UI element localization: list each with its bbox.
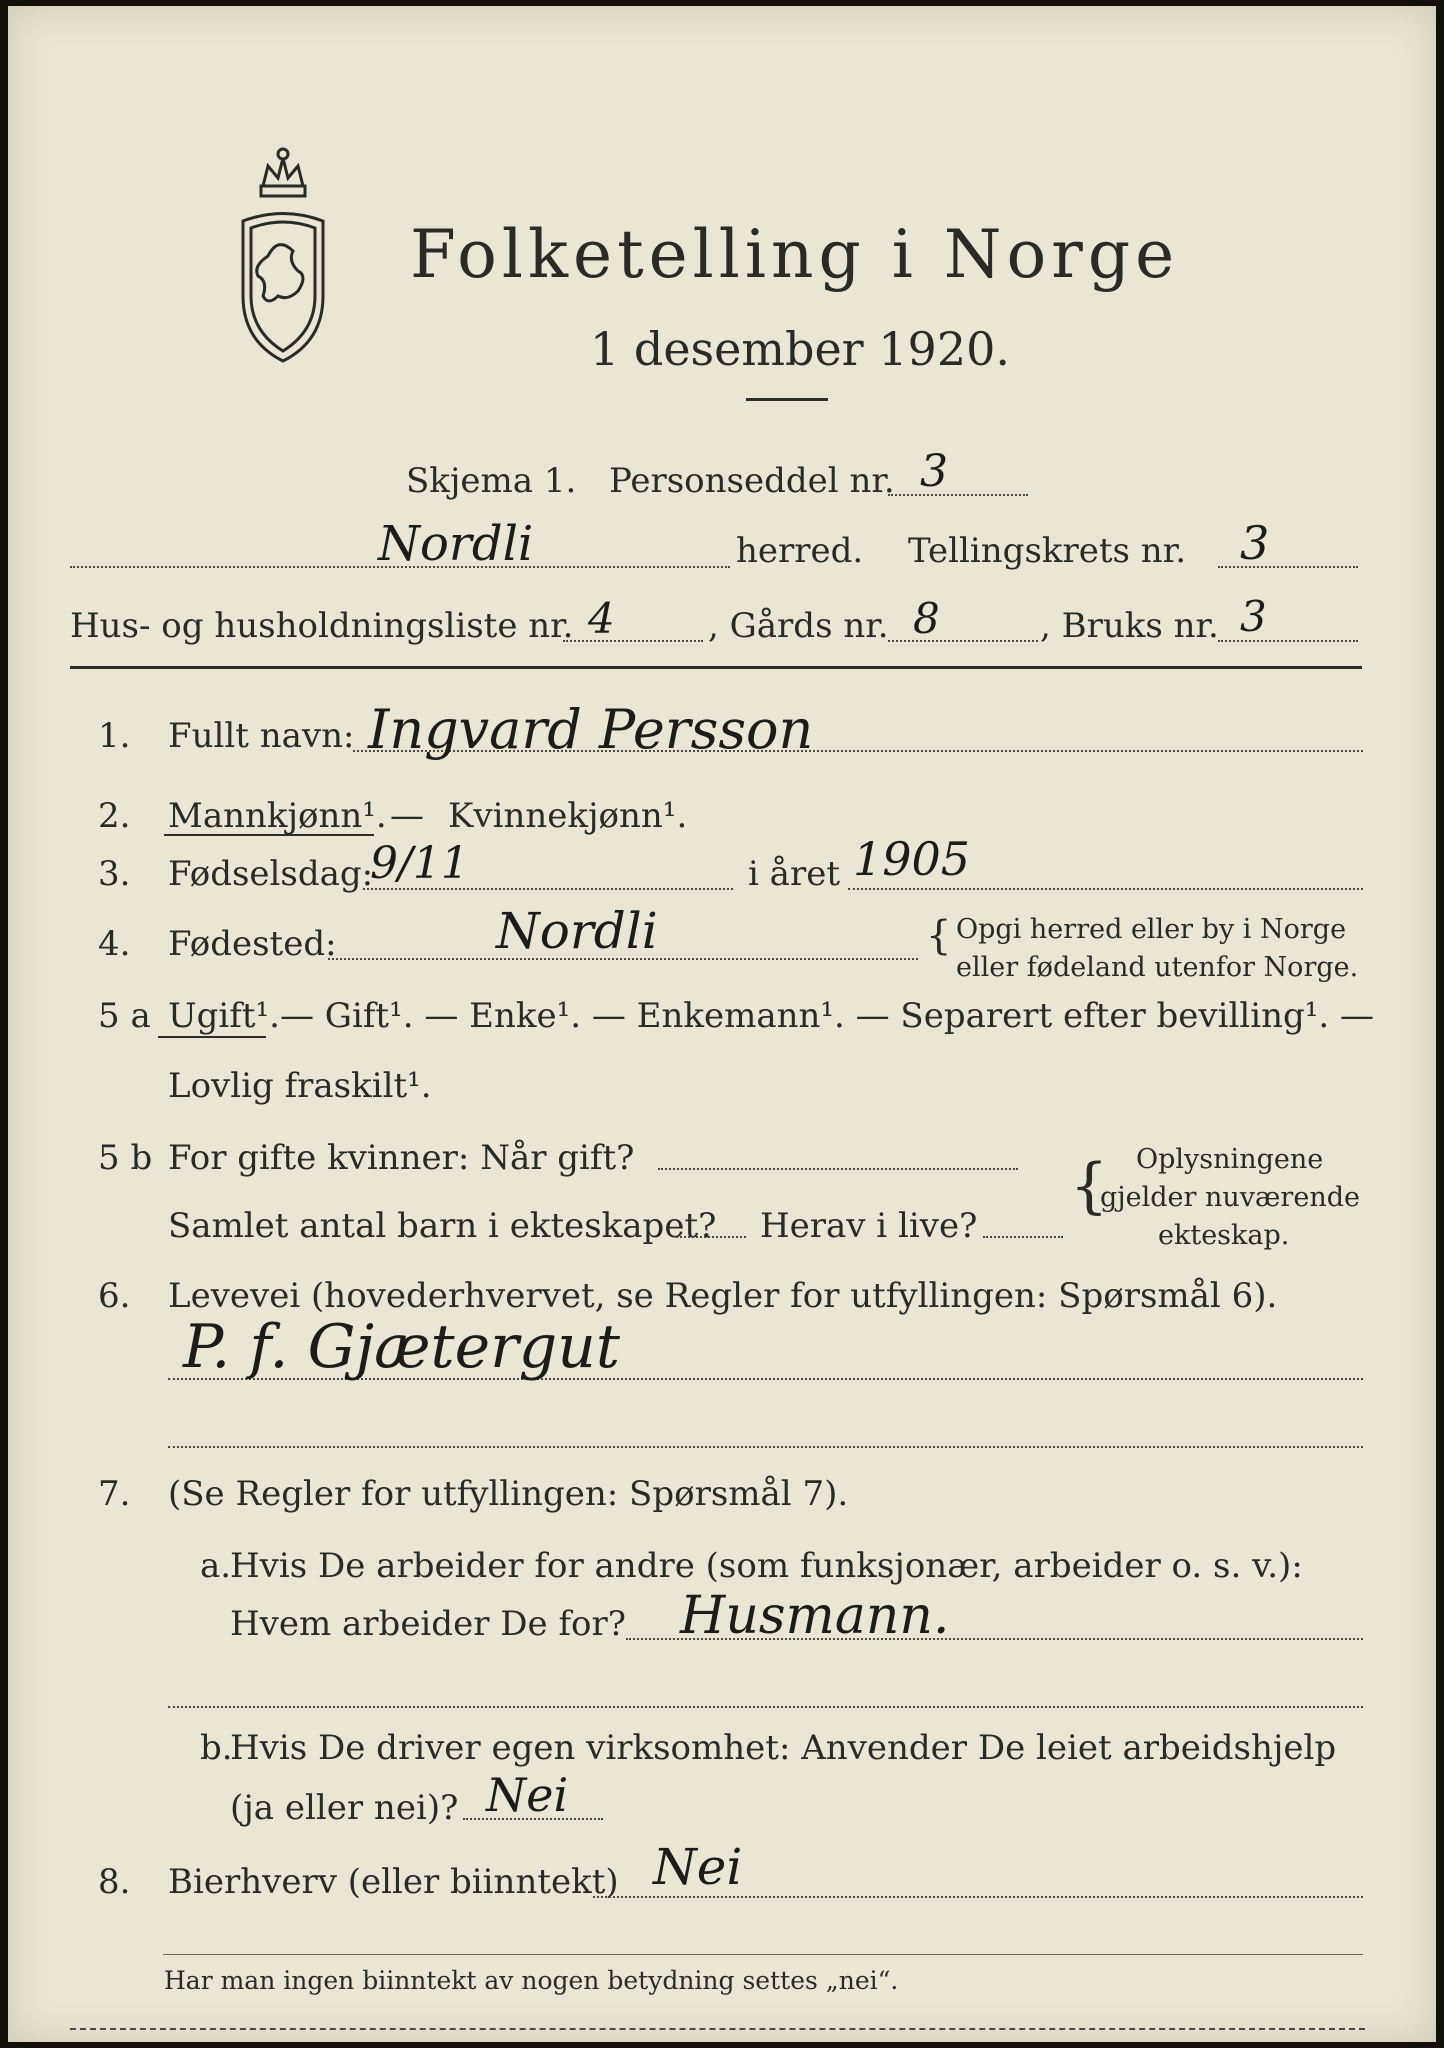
- q7a-value[interactable]: Husmann.: [680, 1586, 950, 1646]
- q5b-label3: Herav i live?: [760, 1206, 978, 1246]
- q3-number: 3.: [98, 854, 131, 894]
- q1-number: 1.: [98, 716, 131, 756]
- hus-label: Hus- og husholdningsliste nr.: [70, 606, 574, 646]
- q7a-label2: Hvem arbeider De for?: [230, 1604, 626, 1644]
- q5b-number: 5 b: [98, 1138, 153, 1178]
- q5a-ugift-underline: [158, 1036, 266, 1038]
- hus-line: [563, 640, 703, 642]
- tellingskrets-label: Tellingskrets nr.: [908, 531, 1187, 571]
- q3-year-value[interactable]: 1905: [853, 832, 971, 886]
- q5a-options: — Gift¹. — Enke¹. — Enkemann¹. — Separert efter bevilling¹. —: [280, 996, 1375, 1036]
- q1-value[interactable]: Ingvard Persson: [368, 698, 814, 761]
- q3-label: Fødselsdag:: [168, 854, 374, 894]
- q2-male: Mannkjønn¹.: [168, 796, 387, 836]
- herred-value[interactable]: Nordli: [378, 516, 534, 572]
- q2-sep: —: [390, 796, 424, 836]
- q8-line: [593, 1896, 1363, 1898]
- census-form: [8, 6, 1436, 2042]
- q5b-brace: {: [1070, 1151, 1109, 1221]
- census-date: 1 desember 1920.: [590, 322, 1010, 376]
- tellingskrets-line: [1218, 566, 1358, 568]
- q6-line2: [168, 1446, 1363, 1448]
- norwegian-coat-of-arms-icon: [233, 146, 333, 366]
- q5b-line3: [983, 1236, 1063, 1238]
- q5a-ugift: Ugift¹.: [168, 996, 280, 1036]
- personseddel-label: Personseddel nr.: [609, 461, 895, 501]
- q6-number: 6.: [98, 1276, 131, 1316]
- q7b-value[interactable]: Nei: [486, 1768, 569, 1822]
- q7b-label1: Hvis De driver egen virksomhet: Anvender De leiet arbeidshjelp: [230, 1728, 1337, 1768]
- gards-line: [888, 640, 1038, 642]
- q8-value[interactable]: Nei: [653, 1838, 743, 1896]
- q5b-label1: For gifte kvinner: Når gift?: [168, 1138, 635, 1178]
- q4-note-line1: Opgi herred eller by i Norge: [956, 914, 1347, 945]
- gards-value[interactable]: 8: [913, 594, 940, 643]
- q5a-line2: Lovlig fraskilt¹.: [168, 1066, 432, 1106]
- footer-line: [70, 2028, 1365, 2030]
- q5b-line1: [658, 1168, 1018, 1170]
- q5a-number: 5 a: [98, 996, 151, 1036]
- title-divider: [746, 398, 828, 401]
- q4-value[interactable]: Nordli: [496, 902, 658, 960]
- bruks-label: , Bruks nr.: [1040, 606, 1219, 646]
- bruks-line: [1218, 640, 1358, 642]
- bruks-value[interactable]: 3: [1240, 592, 1267, 641]
- q4-label: Fødested:: [168, 924, 337, 964]
- q5b-label2: Samlet antal barn i ekteskapet?: [168, 1206, 717, 1246]
- q4-number: 4.: [98, 924, 131, 964]
- q3-value[interactable]: 9/11: [370, 838, 469, 889]
- q7a-label1: Hvis De arbeider for andre (som funksjonær, arbeider o. s. v.):: [230, 1546, 1303, 1586]
- q7b-label2: (ja eller nei)?: [230, 1788, 459, 1828]
- q7a-letter: a.: [200, 1546, 232, 1586]
- schema-label: Skjema 1.: [406, 461, 577, 501]
- q2-female: Kvinnekjønn¹.: [448, 796, 688, 836]
- q5b-note2: gjelder nuværende: [1100, 1182, 1360, 1213]
- q7a-line2: [168, 1706, 1363, 1708]
- q4-note-line2: eller fødeland utenfor Norge.: [956, 952, 1359, 983]
- header-rule: [70, 666, 1362, 669]
- tellingskrets-value[interactable]: 3: [1240, 516, 1270, 570]
- q7-number: 7.: [98, 1474, 131, 1514]
- q2-male-underline: [164, 834, 374, 836]
- q3-year-line: [848, 888, 1363, 890]
- q1-label: Fullt navn:: [168, 716, 355, 756]
- personseddel-value[interactable]: 3: [920, 446, 948, 497]
- herred-label: herred.: [736, 531, 864, 571]
- footnote: Har man ingen biinntekt av nogen betydning settes „nei“.: [164, 1966, 899, 1995]
- q4-brace: {: [926, 913, 952, 959]
- q7-label: (Se Regler for utfyllingen: Spørsmål 7).: [168, 1474, 849, 1514]
- q6-label: Levevei (hovederhvervet, se Regler for utfyllingen: Spørsmål 6).: [168, 1276, 1278, 1316]
- q7b-letter: b.: [200, 1728, 233, 1768]
- q5b-note3: ekteskap.: [1158, 1220, 1290, 1251]
- hus-value[interactable]: 4: [588, 594, 615, 643]
- q2-number: 2.: [98, 796, 131, 836]
- form-title: Folketelling i Norge: [410, 216, 1180, 293]
- q6-value[interactable]: P. f. Gjætergut: [183, 1312, 620, 1382]
- footnote-rule: [163, 1954, 1363, 1955]
- q8-number: 8.: [98, 1862, 131, 1902]
- personseddel-line: [888, 494, 1028, 496]
- q3-year-label: i året: [748, 854, 840, 894]
- q8-label: Bierhverv (eller biinntekt): [168, 1862, 619, 1902]
- gards-label: , Gårds nr.: [708, 606, 889, 646]
- q5b-line2: [676, 1236, 746, 1238]
- q5b-note1: Oplysningene: [1136, 1144, 1324, 1175]
